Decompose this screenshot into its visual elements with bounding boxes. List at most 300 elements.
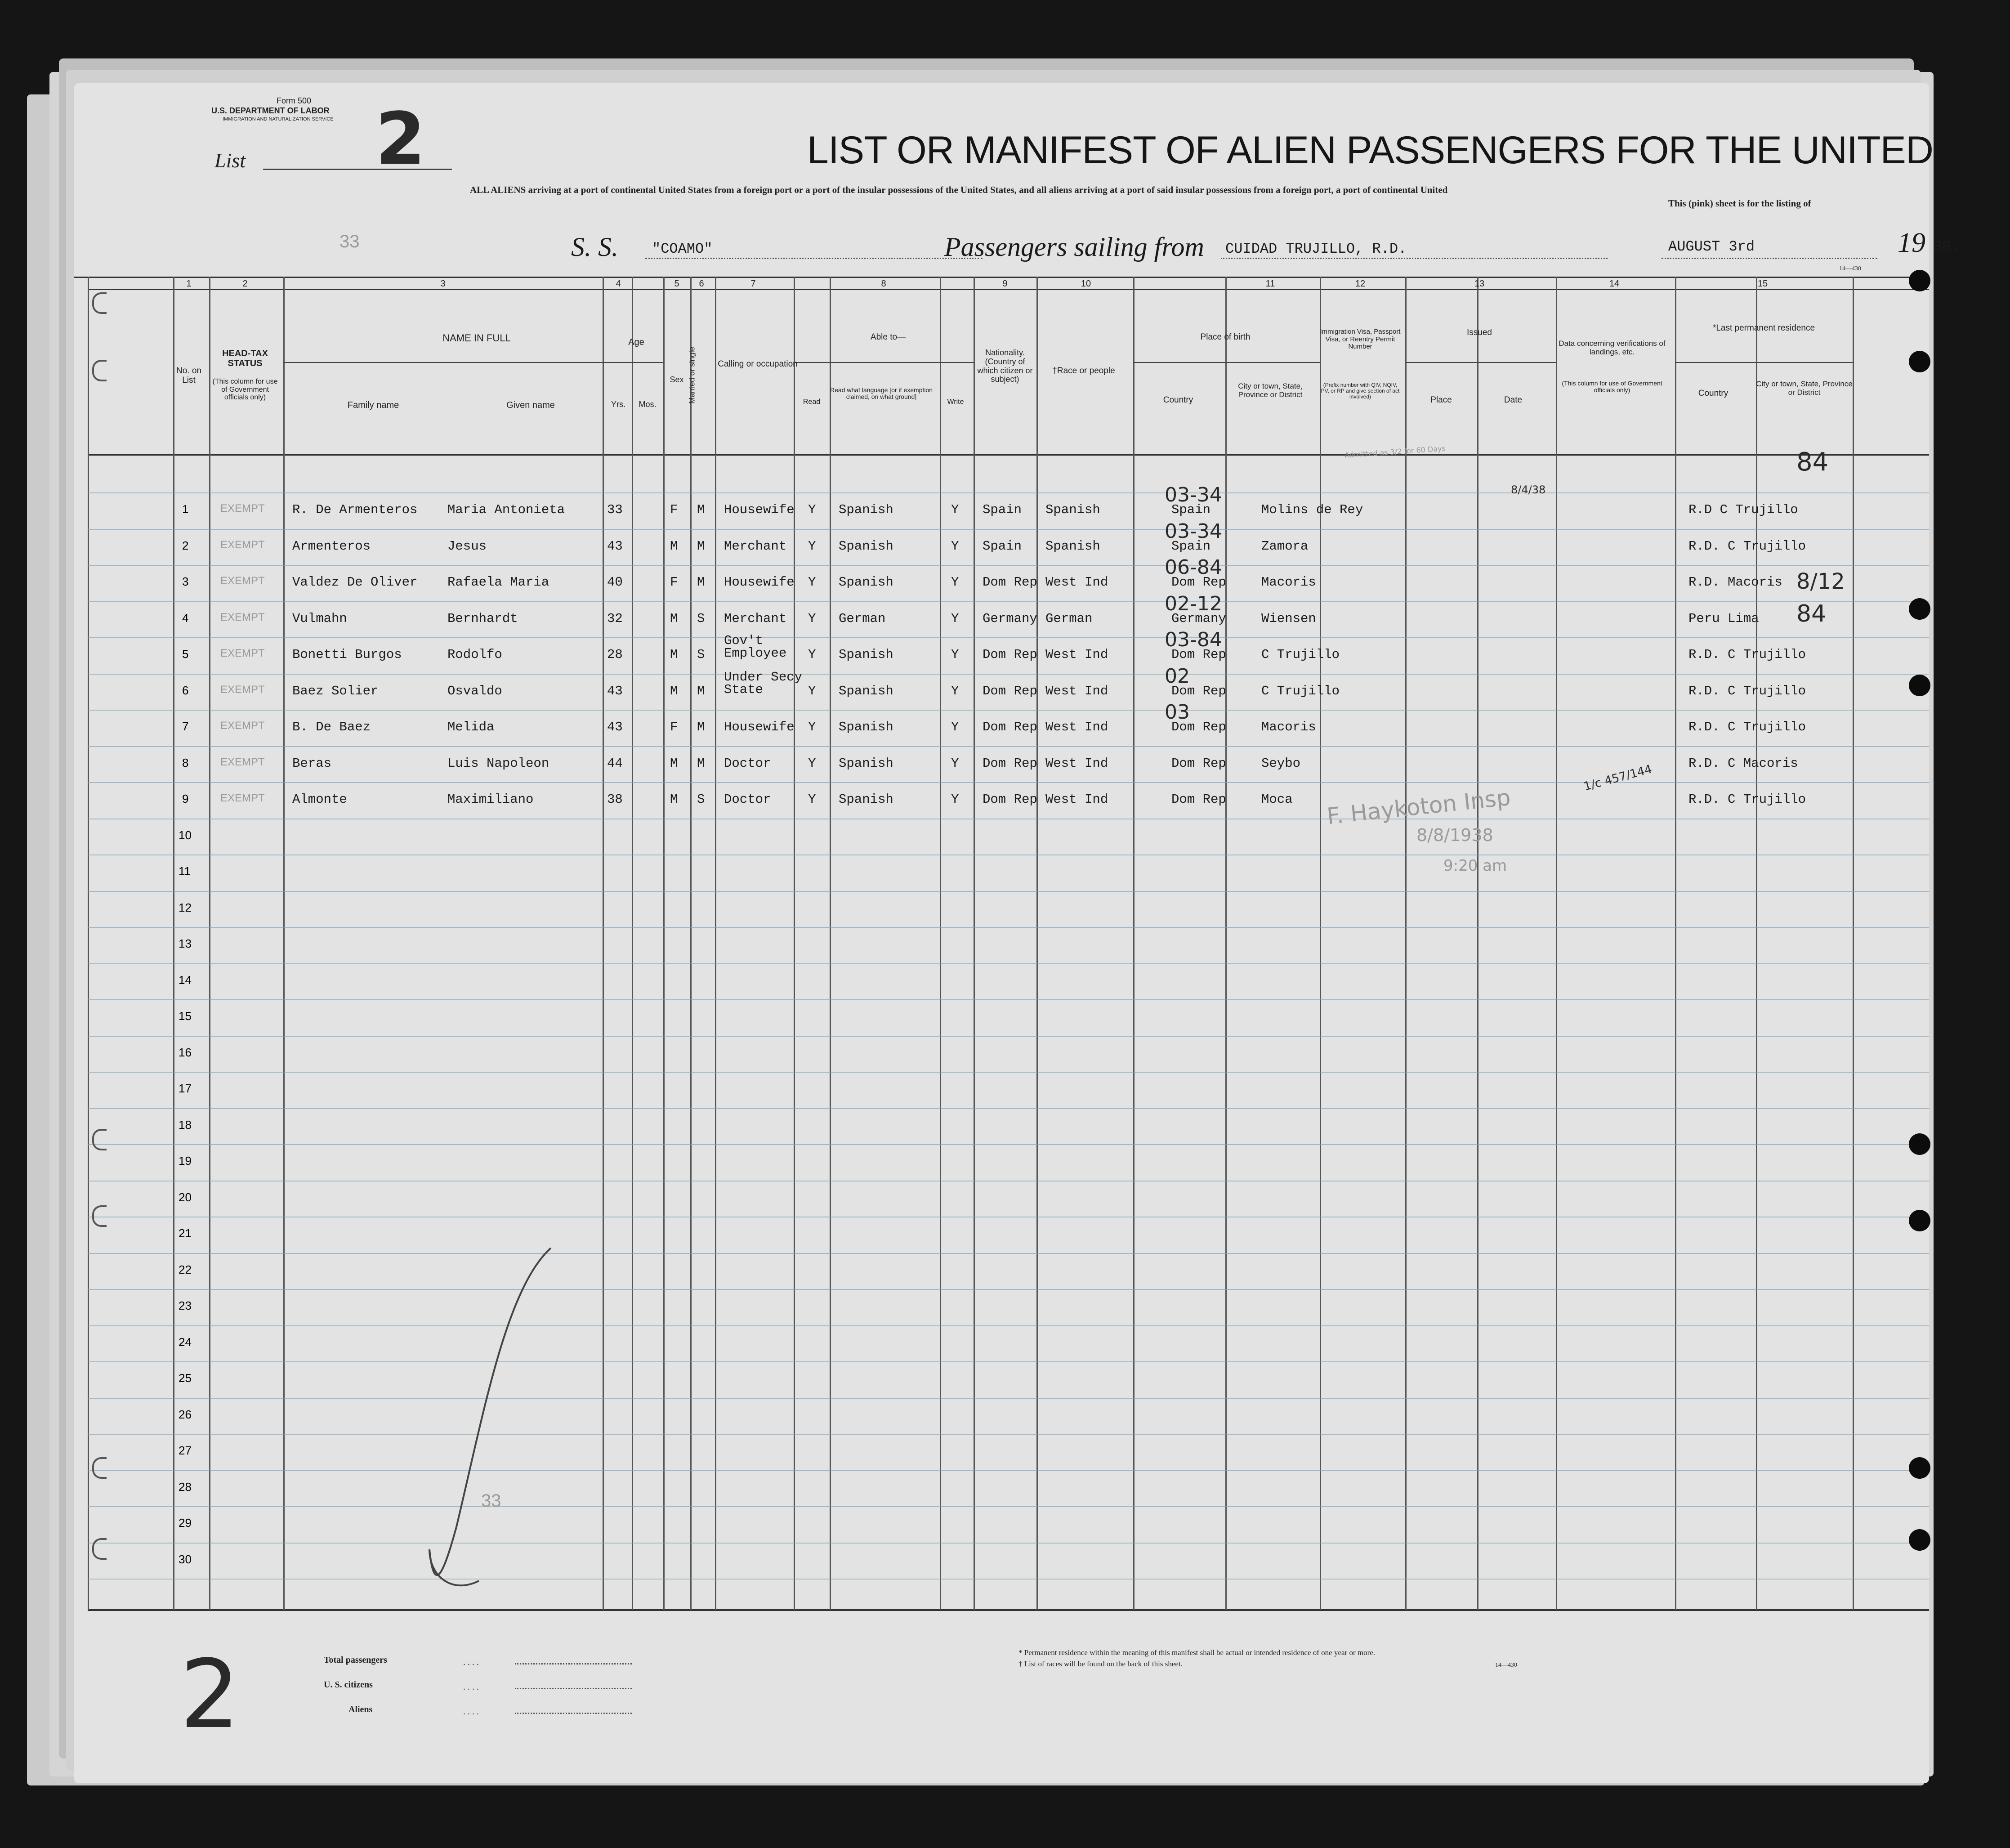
row-residence: R.D C Trujillo (1688, 502, 1798, 517)
row-rule (88, 674, 1929, 675)
row-birth-code: 06-84 (1165, 556, 1222, 579)
service: IMMIGRATION AND NATURALIZATION SERVICE (223, 116, 334, 122)
diagonal-cancel-stroke (416, 1235, 564, 1639)
row-occupation: Merchant (724, 539, 787, 554)
row-number: 11 (179, 864, 191, 878)
row-rule (88, 1289, 1929, 1290)
subtitle-line-1: ALL ALIENS arriving at a port of continental United States from a foreign port or a port of the insular possessions of the United States, and all aliens arriving at a port of said insular possessions from a foreign port, a port of continental United (470, 184, 1448, 195)
row-rule (88, 637, 1929, 638)
row-occupation: Under Secy State (724, 670, 803, 697)
row-number: 15 (179, 1009, 192, 1023)
row-rule (88, 1072, 1929, 1073)
row-rule (88, 1325, 1929, 1326)
hdr-able-to: Able to— (870, 332, 906, 342)
row-given-name: Melida (447, 720, 495, 734)
binder-hole (1909, 351, 1930, 372)
row-race: German (1045, 611, 1093, 626)
hdr-name-in-full: NAME IN FULL (442, 332, 511, 344)
row-head-tax: EXEMPT (220, 684, 265, 696)
row-occupation: Doctor (724, 756, 771, 771)
number-row-rule (88, 289, 1929, 290)
row-race: West Ind (1045, 756, 1108, 771)
row-number: 29 (179, 1516, 192, 1530)
bottom-stamp: 33 (481, 1491, 501, 1511)
row-birth-country: Dom Rep (1171, 684, 1226, 698)
row-sex: M (670, 647, 678, 662)
row-occupation: Merchant (724, 611, 787, 626)
binder-hole (1909, 1529, 1930, 1551)
row-number: 12 (179, 901, 192, 914)
row-residence: R.D. C Trujillo (1688, 539, 1806, 554)
footer-total-label: Total passengers (324, 1655, 387, 1665)
row-sex: M (670, 684, 678, 698)
row-residence: R.D. C Trujillo (1688, 684, 1806, 698)
row-sex: F (670, 575, 678, 590)
row-number: 19 (179, 1154, 192, 1168)
row-read: Y (808, 539, 816, 554)
row-rule (88, 1108, 1929, 1109)
row-birth-code: 03-34 (1165, 520, 1222, 543)
row-number: 16 (179, 1046, 192, 1059)
row-given-name: Bernhardt (447, 611, 518, 626)
row-language: Spanish (839, 792, 893, 807)
row-nationality: Dom Rep (983, 792, 1037, 807)
column-rule (1477, 277, 1478, 1610)
row-write: Y (951, 647, 959, 662)
row-number: 17 (179, 1082, 192, 1095)
column-rule (1036, 277, 1038, 1610)
annotation-signature: F. Haykoton Insp (1326, 784, 1512, 830)
row-number: 24 (179, 1335, 192, 1349)
row-birth-country: Spain (1171, 502, 1211, 517)
row-write: Y (951, 539, 959, 554)
row-sex: M (670, 611, 678, 626)
row-number: 25 (179, 1371, 192, 1385)
row-race: Spanish (1045, 502, 1100, 517)
row-birth-country: Spain (1171, 539, 1211, 554)
row-birth-city: Macoris (1261, 575, 1316, 590)
hdr-read: Read (803, 398, 821, 406)
column-number: 10 (1081, 279, 1091, 289)
form-number: Form 500 (277, 96, 312, 105)
row-number: 14 (179, 973, 192, 987)
column-number: 9 (1002, 279, 1008, 289)
row-family-name: Vulmahn (292, 611, 347, 626)
row-age: 44 (607, 756, 623, 771)
column-rule (209, 277, 210, 1610)
department: U.S. DEPARTMENT OF LABOR (211, 106, 330, 115)
row-marital-status: M (697, 756, 705, 771)
code-top: 14—430 (1839, 265, 1861, 272)
row-given-name: Osvaldo (447, 684, 502, 698)
footer-note-1: * Permanent residence within the meaning of this manifest shall be actual or intended residence of one year or more. (1018, 1648, 1376, 1657)
row-birth-city: Moca (1261, 792, 1293, 807)
hdr-res-country: Country (1698, 389, 1729, 398)
row-head-tax: EXEMPT (220, 539, 265, 551)
row-rule (88, 782, 1929, 783)
row-nationality: Spain (983, 539, 1022, 554)
column-rule (1133, 277, 1135, 1610)
hdr-age: Age (628, 337, 644, 347)
subheader-rule (1133, 362, 1320, 363)
row-language: Spanish (839, 647, 893, 662)
column-number: 12 (1355, 279, 1366, 289)
column-rule (173, 277, 174, 1610)
row-marital-status: S (697, 792, 705, 807)
annotation-issued-date: 8/4/38 (1511, 483, 1546, 496)
row-language: Spanish (839, 720, 893, 734)
subheader-rule (1405, 362, 1556, 363)
hdr-last-residence: *Last permanent residence (1712, 323, 1815, 333)
hdr-head-tax: HEAD-TAX STATUS (222, 349, 268, 368)
row-marital-status: S (697, 647, 705, 662)
row-rule (88, 529, 1929, 530)
row-language: Spanish (839, 756, 893, 771)
row-given-name: Jesus (447, 539, 487, 554)
footer-aliens-dots: . . . . (463, 1707, 479, 1717)
column-number: 4 (616, 279, 621, 289)
footer-citizens-line (515, 1688, 632, 1689)
row-family-name: Baez Solier (292, 684, 379, 698)
row-rule (88, 1144, 1929, 1145)
hdr-family-name: Family name (347, 400, 399, 410)
row-number: 2 (182, 539, 189, 552)
row-birth-country: Germany (1171, 611, 1226, 626)
row-read: Y (808, 611, 816, 626)
column-number: 6 (699, 279, 704, 289)
row-nationality: Dom Rep (983, 647, 1037, 662)
row-sex: M (670, 539, 678, 554)
row-number: 27 (179, 1444, 192, 1457)
column-rule (690, 277, 692, 1610)
column-rule (1320, 277, 1321, 1610)
row-number: 1 (182, 502, 189, 516)
column-rule (283, 277, 285, 1610)
hdr-sex: Sex (670, 375, 684, 384)
row-given-name: Luis Napoleon (447, 756, 549, 771)
column-number: 3 (440, 279, 446, 289)
row-nationality: Dom Rep (983, 575, 1037, 590)
year-suffix: 38. (1934, 238, 1960, 255)
row-race: West Ind (1045, 720, 1108, 734)
row-birth-city: C Trujillo (1261, 684, 1340, 698)
binder-hole (1909, 598, 1930, 620)
row-age: 43 (607, 684, 623, 698)
row-birth-code: 03-84 (1165, 628, 1222, 651)
row-birth-city: C Trujillo (1261, 647, 1340, 662)
hdr-visa-note: (Prefix number with QIV, NQIV, PV, or RP and give section of act involved) (1321, 382, 1400, 400)
row-rule (88, 963, 1929, 964)
row-marital-status: M (697, 720, 705, 734)
row-read: Y (808, 756, 816, 771)
column-number: 11 (1265, 279, 1275, 289)
annotation-footer-date: 8/8/1938 (1416, 825, 1493, 845)
annotation-col14-note: 1/c 457/144 (1582, 762, 1654, 794)
sailing-label: Passengers sailing from (944, 232, 1204, 262)
page-title: LIST OR MANIFEST OF ALIEN PASSENGERS FOR THE UNITED (807, 129, 1934, 172)
row-head-tax: EXEMPT (220, 756, 265, 768)
hdr-write: Write (947, 398, 964, 406)
column-rule (974, 277, 975, 1610)
footer-citizens-label: U. S. citizens (324, 1680, 373, 1690)
row-nationality: Spain (983, 502, 1022, 517)
row-read: Y (808, 792, 816, 807)
row-number: 9 (182, 792, 189, 805)
port-name: CUIDAD TRUJILLO, R.D. (1225, 241, 1407, 257)
hdr-res-city: City or town, State, Province or District (1756, 380, 1853, 397)
row-sex: M (670, 792, 678, 807)
hdr-no-on-list: No. on List (176, 366, 201, 385)
row-given-name: Maximiliano (447, 792, 534, 807)
row-rule (88, 601, 1929, 602)
hdr-yrs: Yrs. (611, 400, 625, 409)
row-family-name: B. De Baez (292, 720, 371, 734)
row-race: West Ind (1045, 575, 1108, 590)
column-number: 2 (242, 279, 248, 289)
hdr-visa: Immigration Visa, Passport Visa, or Reentry Permit Number (1320, 328, 1401, 350)
row-rule (88, 1543, 1929, 1544)
row-number: 10 (179, 828, 192, 842)
column-rule (663, 277, 665, 1610)
row-number: 30 (179, 1553, 192, 1566)
hdr-married: Married or single (688, 347, 697, 404)
row-rule (88, 999, 1929, 1000)
date-underline (1662, 258, 1877, 259)
row-read: Y (808, 684, 816, 698)
row-rule (88, 1253, 1929, 1254)
row-nationality: Dom Rep (983, 720, 1037, 734)
row-age: 43 (607, 720, 623, 734)
row-sex: F (670, 502, 678, 517)
hdr-landing: Data concerning verifications of landings, etc. (1559, 339, 1666, 356)
column-rule (715, 277, 716, 1610)
column-rule (830, 277, 831, 1610)
row-number: 20 (179, 1190, 192, 1204)
row-rule (88, 891, 1929, 892)
row-number: 23 (179, 1299, 192, 1312)
row-given-name: Maria Antonieta (447, 502, 565, 517)
row-write: Y (951, 792, 959, 807)
row-write: Y (951, 756, 959, 771)
footer-total-line (515, 1663, 632, 1665)
row-rule (88, 1579, 1929, 1580)
row-given-name: Rafaela Maria (447, 575, 549, 590)
hdr-issued: Issued (1467, 328, 1492, 337)
row-number: 21 (179, 1226, 192, 1240)
hdr-race: †Race or people (1052, 366, 1115, 376)
column-rule (1556, 277, 1557, 1610)
column-rule (1675, 277, 1676, 1610)
row-birth-city: Wiensen (1261, 611, 1316, 626)
row-birth-code: 02 (1165, 665, 1190, 688)
row-age: 43 (607, 539, 623, 554)
hdr-given-name: Given name (506, 400, 555, 410)
ship-name: "COAMO" (652, 241, 713, 257)
column-number: 7 (750, 279, 756, 289)
row-age: 40 (607, 575, 623, 590)
row-family-name: Almonte (292, 792, 347, 807)
row-read: Y (808, 502, 816, 517)
column-number: 14 (1609, 279, 1620, 289)
row-occupation: Housewife (724, 575, 795, 590)
row-rule (88, 710, 1929, 711)
row-marital-status: S (697, 611, 705, 626)
column-rule (1853, 277, 1854, 1610)
row-rule (88, 746, 1929, 747)
row-family-name: Bonetti Burgos (292, 647, 402, 662)
column-number: 8 (881, 279, 886, 289)
row-birth-city: Macoris (1261, 720, 1316, 734)
row-birth-country: Dom Rep (1171, 792, 1226, 807)
hdr-birth-country: Country (1163, 395, 1193, 405)
list-number: 2 (375, 97, 426, 181)
row-age: 33 (607, 502, 623, 517)
row-birth-code: 02-12 (1165, 592, 1222, 615)
row-age: 28 (607, 647, 623, 662)
row-head-tax: EXEMPT (220, 575, 265, 587)
row-language: Spanish (839, 575, 893, 590)
row-marital-status: M (697, 575, 705, 590)
port-underline (1221, 258, 1608, 259)
subtitle-line-2: This (pink) sheet is for the listing of (1668, 198, 1811, 209)
row-language: Spanish (839, 502, 893, 517)
annotation-res-84-b: 84 (1796, 600, 1827, 627)
row-rule (88, 1398, 1929, 1399)
row-number: 18 (179, 1118, 192, 1132)
binder-clip (92, 1538, 107, 1560)
row-number: 6 (182, 684, 189, 697)
stamp-number: 33 (339, 232, 360, 251)
hdr-issued-date: Date (1504, 395, 1523, 405)
subheader-rule (794, 362, 974, 363)
hdr-landing-note: (This column for use of Government officials only) (1562, 380, 1662, 394)
row-number: 13 (179, 937, 192, 950)
row-number: 7 (182, 720, 189, 733)
row-given-name: Rodolfo (447, 647, 502, 662)
binder-hole (1909, 1133, 1930, 1155)
row-sex: F (670, 720, 678, 734)
row-occupation: Housewife (724, 720, 795, 734)
binder-hole (1909, 270, 1930, 291)
row-rule (88, 1434, 1929, 1435)
row-head-tax: EXEMPT (220, 647, 265, 659)
column-rule (1756, 277, 1757, 1610)
column-rule (632, 277, 633, 1610)
row-nationality: Dom Rep (983, 684, 1037, 698)
sailing-date: AUGUST 3rd (1668, 238, 1755, 255)
binder-hole (1909, 1457, 1930, 1479)
subheader-rule (603, 362, 663, 363)
bottom-count: 2 (180, 1639, 240, 1750)
hdr-birth-city: City or town, State, Province or District (1238, 382, 1303, 399)
hdr-issued-place: Place (1430, 395, 1452, 405)
row-occupation: Housewife (724, 502, 795, 517)
subheader-rule (283, 362, 603, 363)
subheader-rule (1675, 362, 1853, 363)
annotation-footer-time: 9:20 am (1443, 857, 1507, 875)
list-label: List (214, 149, 246, 172)
column-rule (603, 277, 604, 1610)
column-number: 13 (1474, 279, 1485, 289)
binder-hole (1909, 1210, 1930, 1231)
row-birth-city: Zamora (1261, 539, 1309, 554)
row-birth-city: Seybo (1261, 756, 1301, 771)
row-rule (88, 492, 1929, 493)
row-write: Y (951, 575, 959, 590)
row-age: 38 (607, 792, 623, 807)
footer-aliens-line (515, 1713, 632, 1714)
column-rule (794, 277, 795, 1610)
row-birth-country: Dom Rep (1171, 720, 1226, 734)
row-birth-city: Molins de Rey (1261, 502, 1363, 517)
row-number: 28 (179, 1480, 192, 1494)
row-number: 5 (182, 647, 189, 661)
table-top-rule (74, 277, 1929, 278)
row-residence: R.D. C Trujillo (1688, 720, 1806, 734)
row-residence: R.D. C Trujillo (1688, 647, 1806, 662)
row-write: Y (951, 684, 959, 698)
ss-label: S. S. (571, 232, 618, 262)
column-number: 1 (186, 279, 192, 289)
row-write: Y (951, 720, 959, 734)
row-occupation: Gov't Employee (724, 633, 787, 661)
footer-total-dots: . . . . (463, 1657, 479, 1667)
row-birth-code: 03 (1165, 701, 1190, 724)
manifest-sheet (74, 83, 1960, 1783)
row-rule (88, 1036, 1929, 1037)
row-marital-status: M (697, 502, 705, 517)
binder-clip (92, 360, 107, 381)
footer-aliens-label: Aliens (348, 1705, 373, 1714)
row-age: 32 (607, 611, 623, 626)
row-marital-status: M (697, 684, 705, 698)
row-number: 3 (182, 575, 189, 588)
row-family-name: Armenteros (292, 539, 371, 554)
column-rule (1225, 277, 1227, 1610)
column-rule (88, 277, 89, 1610)
row-number: 8 (182, 756, 189, 770)
row-rule (88, 1361, 1929, 1362)
row-language: Spanish (839, 684, 893, 698)
annotation-res-84-a: 84 (1796, 447, 1829, 477)
row-birth-code: 03-34 (1165, 483, 1222, 506)
row-birth-country: Dom Rep (1171, 756, 1226, 771)
row-nationality: Germany (983, 611, 1037, 626)
row-read: Y (808, 720, 816, 734)
annotation-res-8-12: 8/12 (1796, 569, 1845, 594)
row-head-tax: EXEMPT (220, 611, 265, 623)
row-rule (88, 927, 1929, 928)
column-rule (940, 277, 941, 1610)
column-number: 5 (674, 279, 679, 289)
row-race: Spanish (1045, 539, 1100, 554)
row-race: West Ind (1045, 792, 1108, 807)
row-family-name: Beras (292, 756, 332, 771)
row-residence: R.D. Macoris (1688, 575, 1782, 590)
table-bottom-rule (88, 1609, 1929, 1611)
hdr-place-of-birth: Place of birth (1200, 332, 1251, 342)
row-number: 26 (179, 1408, 192, 1421)
row-residence: R.D. C Macoris (1688, 756, 1798, 771)
hdr-read-what: Read what language [or if exemption claimed, on what ground] (830, 386, 933, 401)
row-head-tax: EXEMPT (220, 792, 265, 804)
row-number: 22 (179, 1263, 192, 1276)
row-language: German (839, 611, 886, 626)
row-language: Spanish (839, 539, 893, 554)
row-rule (88, 1470, 1929, 1471)
row-write: Y (951, 502, 959, 517)
row-race: West Ind (1045, 647, 1108, 662)
